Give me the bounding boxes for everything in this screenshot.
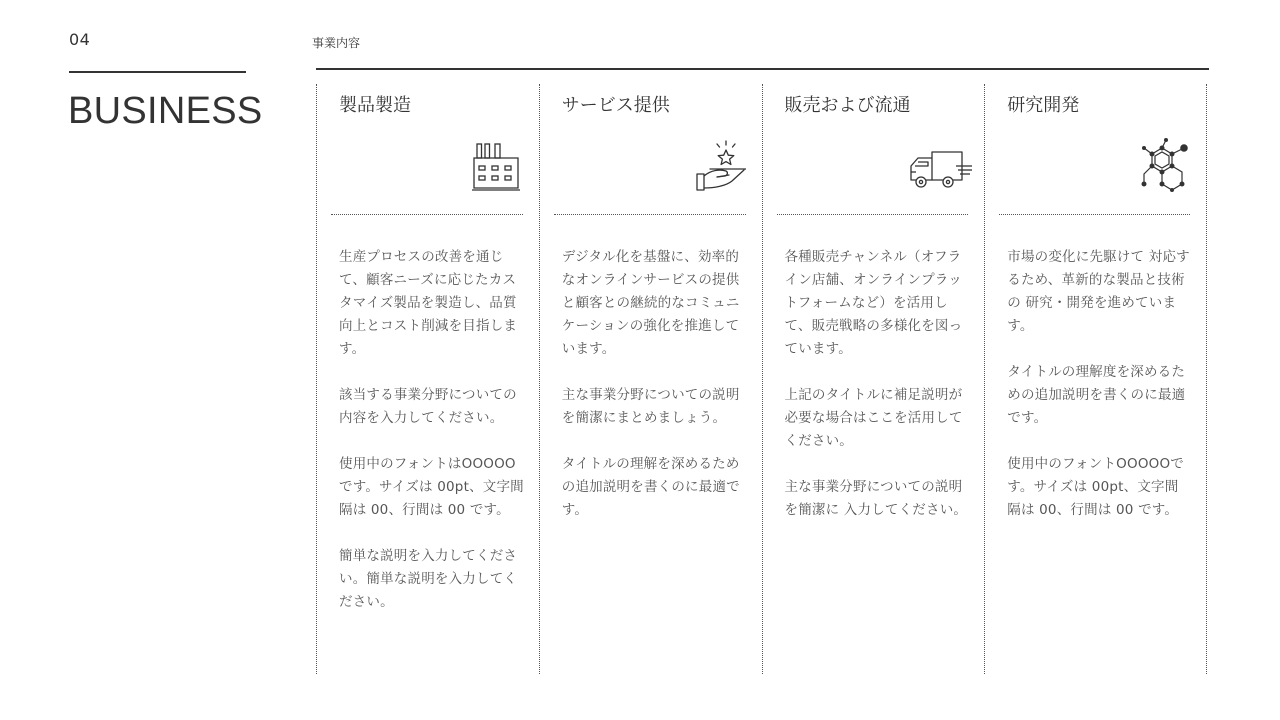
column-title: 研究開発 [1007,95,1080,116]
column-paragraph: 簡単な説明を入力してください。簡単な説明を入力してください。 [339,548,518,610]
page-title: BUSINESS [68,90,263,132]
column-title: 製品製造 [339,95,411,116]
business-column-research [984,84,1207,674]
section-label: 事業内容 [312,36,361,50]
column-body [339,246,525,637]
column-divider [331,214,523,215]
column-paragraph: 市場の変化に先駆けて 対応するため、革新的な製品と技術の 研究・開発を進めています。 [1007,249,1190,334]
business-column-manufacturing [316,84,539,674]
column-paragraph: 使用中のフォントOOOOOです。サイズは 00pt、文字間隔は 00、行間は 00 です。 [1007,456,1185,518]
column-title: サービス提供 [561,95,670,116]
column-divider [777,214,969,215]
column-divider [999,214,1190,215]
factory-icon [471,136,523,192]
column-body [785,246,971,545]
column-paragraph: 主な事業分野についての説明を簡潔に 入力してください。 [784,479,968,518]
column-paragraph: 生産プロセスの改善を通じて、顧客ニーズに応じたカスタマイズ製品を製造し、品質向上とコスト削減を目指します。 [339,249,518,357]
title-rule [69,71,246,73]
column-paragraph: デジタル化を基盤に、効率的なオンラインサービスの提供と顧客との継続的なコミュニケーションの強化を推進しています。 [561,249,740,357]
column-paragraph: 使用中のフォントはOOOOO です。サイズは 00pt、文字間隔は 00、行間は 00 です。 [339,456,524,518]
hand-star-icon [694,136,746,192]
column-body [1007,246,1192,545]
column-paragraph: 上記のタイトルに補足説明が必要な場合はここを活用してください。 [784,387,963,449]
column-paragraph: 主な事業分野についての説明を簡潔にまとめましょう。 [561,387,740,426]
column-paragraph: タイトルの理解度を深めるための追加説明を書くのに最適です。 [1007,364,1186,426]
column-body [562,246,748,545]
column-paragraph: タイトルの理解を深めるための追加説明を書くのに最適です。 [561,456,740,518]
column-title: 販売および流通 [784,95,911,116]
column-divider [554,214,746,215]
delivery-truck-icon [904,136,974,192]
business-column-service [539,84,762,674]
page-number: 04 [69,30,91,49]
business-column-sales [762,84,985,674]
section-rule [316,68,1209,70]
column-paragraph: 各種販売チャンネル（オフライン店舗、オンラインプラットフォームなど）を活用して、販売戦略の多様化を図っています。 [784,249,963,357]
molecule-icon [1138,136,1190,192]
column-paragraph: 該当する事業分野についての内容を入力してください。 [339,387,517,426]
business-columns [316,84,1207,674]
